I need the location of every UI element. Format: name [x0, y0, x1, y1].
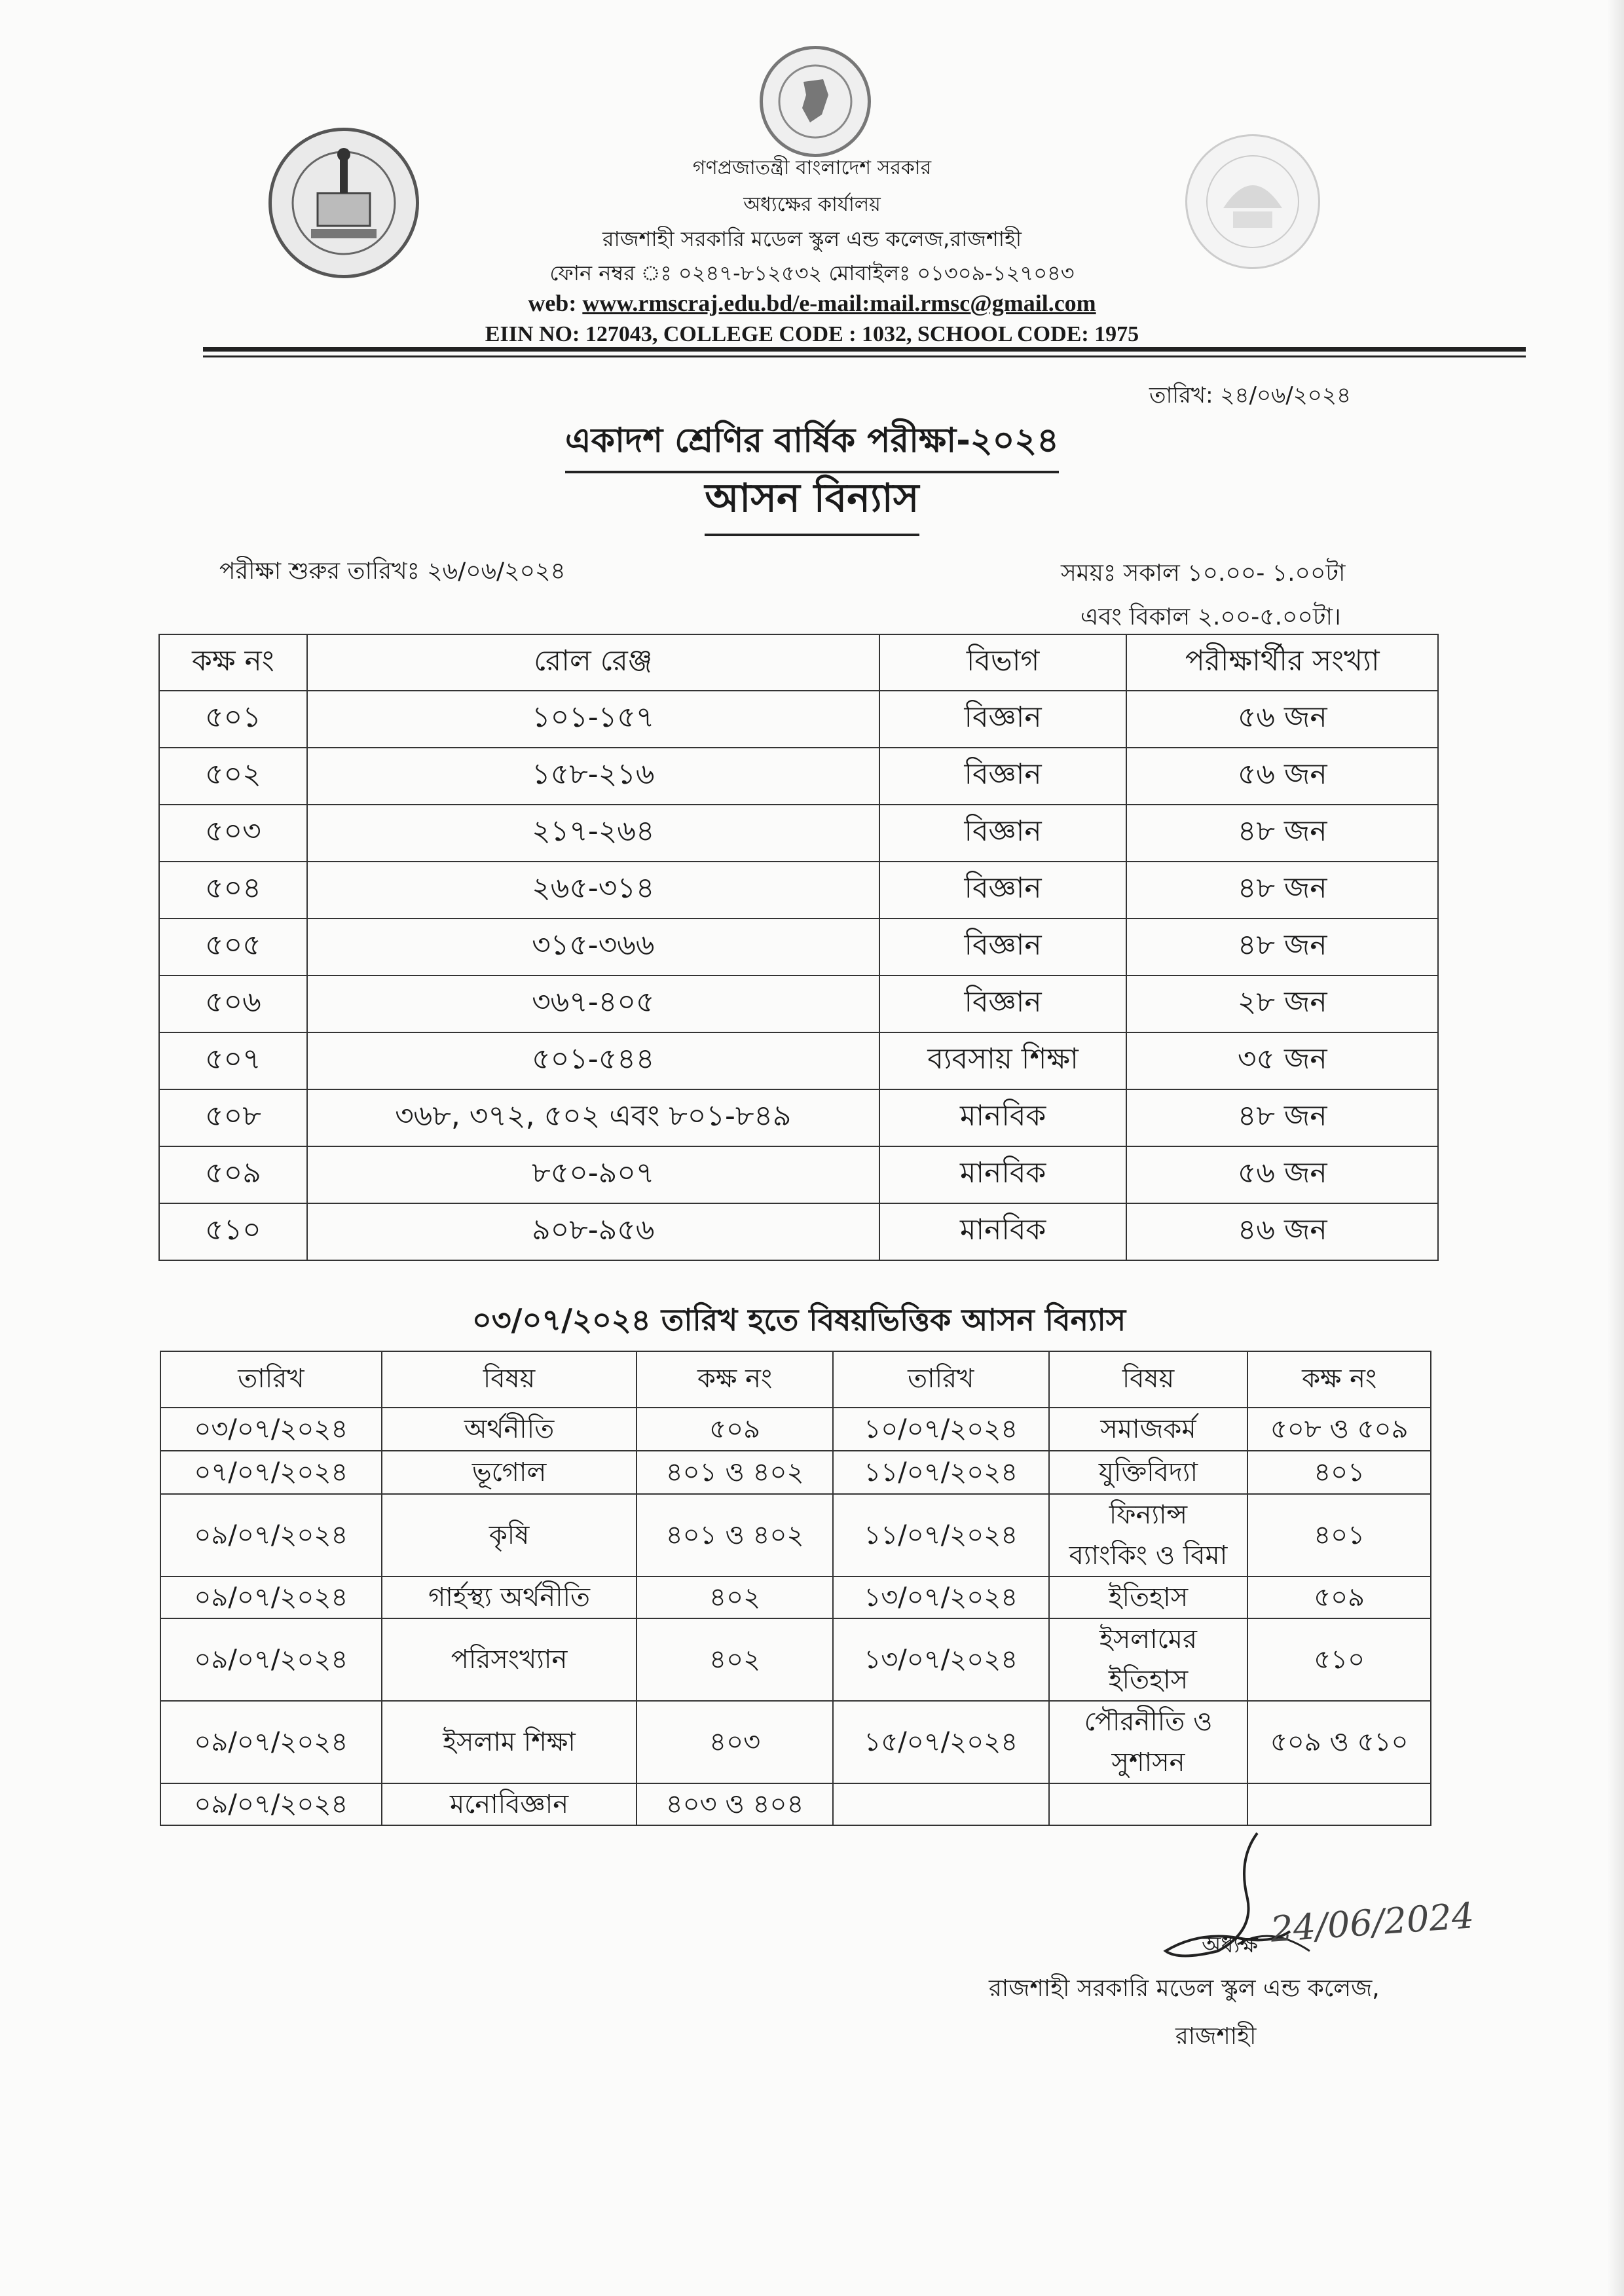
subject-cell: কৃষি: [382, 1494, 637, 1576]
department-cell: ব্যবসায় শিক্ষা: [879, 1032, 1127, 1089]
date-cell: ১১/০৭/২০২৪: [833, 1494, 1049, 1576]
room-cell: ৫১০: [1247, 1618, 1431, 1701]
header-room: কক্ষ নং: [159, 634, 307, 691]
seat-plan-row: [159, 1089, 1438, 1146]
exam-time-afternoon: এবং বিকাল ২.০০-৫.০০টা।: [1080, 604, 1341, 630]
room-cell: ৪০১ ও ৪০২: [637, 1494, 833, 1576]
room-cell: ৫০২: [159, 748, 307, 805]
seat-plan-row: [159, 975, 1438, 1032]
roll-range-cell: ১৫৮-২১৬: [307, 748, 879, 805]
seat-plan-row: [159, 862, 1438, 919]
department-cell: মানবিক: [879, 1089, 1127, 1146]
subject-cell: ইসলামের ইতিহাস: [1049, 1618, 1248, 1701]
seat-plan-row: [159, 1203, 1438, 1260]
web-link[interactable]: www.rmscraj.edu.bd/e-mail:mail.rmsc@gmail.com: [582, 290, 1096, 316]
header-divider-thin: [203, 355, 1526, 357]
room-cell: ৪০২: [637, 1576, 833, 1618]
header-office: অধ্যক্ষের কার্যালয়: [743, 193, 881, 216]
examinee-count-cell: ৪৮ জন: [1126, 862, 1438, 919]
date-cell: ১৩/০৭/২০২৪: [833, 1618, 1049, 1701]
date-cell: ০৯/০৭/২০২৪: [160, 1576, 382, 1618]
subject-row: [160, 1701, 1431, 1783]
examinee-count-cell: ৪৮ জন: [1126, 1089, 1438, 1146]
subject-cell: [1049, 1783, 1248, 1825]
room-cell: ৫১০: [159, 1203, 307, 1260]
date-cell: ১০/০৭/২০২৪: [833, 1408, 1049, 1451]
signature-org-line1: রাজশাহী সরকারি মডেল স্কুল এন্ড কলেজ,: [989, 1975, 1380, 2002]
date-cell: ১১/০৭/২০২৪: [833, 1451, 1049, 1494]
subject-header-row: [160, 1351, 1431, 1408]
examinee-count-cell: ৪৮ জন: [1126, 919, 1438, 975]
signature-org-line2: রাজশাহী: [1175, 2023, 1257, 2050]
subject-section-title: ০৩/০৭/২০২৪ তারিখ হতে বিষয়ভিত্তিক আসন বিন্যাস: [471, 1302, 1126, 1338]
header-subject-1: বিষয়: [382, 1351, 637, 1408]
room-cell: ৫০৯: [1247, 1576, 1431, 1618]
room-cell: ৫০৩: [159, 805, 307, 862]
web-label: web:: [528, 290, 583, 316]
subject-row: [160, 1618, 1431, 1701]
seat-plan-row: [159, 691, 1438, 748]
room-cell: ৫০৮: [159, 1089, 307, 1146]
roll-range-cell: ১০১-১৫৭: [307, 691, 879, 748]
subject-cell: ভূগোল: [382, 1451, 637, 1494]
seat-plan-row: [159, 1146, 1438, 1203]
date-cell: ০৯/০৭/২০২৪: [160, 1618, 382, 1701]
date-cell: ০৭/০৭/২০২৪: [160, 1451, 382, 1494]
header-department: বিভাগ: [879, 634, 1127, 691]
subject-cell: সমাজকর্ম: [1049, 1408, 1248, 1451]
header-codes: EIIN NO: 127043, COLLEGE CODE : 1032, SCHOOL CODE: 1975: [485, 322, 1139, 346]
date-cell: ০৩/০৭/২০২৪: [160, 1408, 382, 1451]
seat-plan-row: [159, 1032, 1438, 1089]
government-seal-icon: [760, 46, 871, 157]
examinee-count-cell: ৪৮ জন: [1126, 805, 1438, 862]
department-cell: মানবিক: [879, 1203, 1127, 1260]
examinee-count-cell: ৪৬ জন: [1126, 1203, 1438, 1260]
examinee-count-cell: ৩৫ জন: [1126, 1032, 1438, 1089]
document-date: তারিখ: ২৪/০৬/২০২৪: [1149, 382, 1352, 409]
subject-row: [160, 1576, 1431, 1618]
header-phone: ফোন নম্বর ঃ ০২৪৭-৮১২৫৩২ মোবাইলঃ ০১৩০৯-১২৭০৪৩: [549, 261, 1075, 285]
exam-time-morning: সময়ঃ সকাল ১০.০০- ১.০০টা: [1061, 560, 1346, 587]
subject-cell: ইতিহাস: [1049, 1576, 1248, 1618]
header-divider: [203, 347, 1526, 352]
header-examinee-count: পরীক্ষার্থীর সংখ্যা: [1126, 634, 1438, 691]
room-cell: ৪০৩ ও ৪০৪: [637, 1783, 833, 1825]
room-cell: ৪০৩: [637, 1701, 833, 1783]
seat-plan-row: [159, 748, 1438, 805]
room-cell: ৫০৯: [159, 1146, 307, 1203]
room-cell: ৫০৮ ও ৫০৯: [1247, 1408, 1431, 1451]
roll-range-cell: ২৬৫-৩১৪: [307, 862, 879, 919]
roll-range-cell: ৯০৮-৯৫৬: [307, 1203, 879, 1260]
header-room-2: কক্ষ নং: [1247, 1351, 1431, 1408]
seat-plan-table: [158, 634, 1439, 1261]
examinee-count-cell: ৫৬ জন: [1126, 691, 1438, 748]
department-cell: মানবিক: [879, 1146, 1127, 1203]
header-date-2: তারিখ: [833, 1351, 1049, 1408]
header-room-1: কক্ষ নং: [637, 1351, 833, 1408]
header-roll-range: রোল রেঞ্জ: [307, 634, 879, 691]
roll-range-cell: ৩৬৮, ৩৭২, ৫০২ এবং ৮০১-৮৪৯: [307, 1089, 879, 1146]
room-cell: ৫০৯ ও ৫১০: [1247, 1701, 1431, 1783]
subject-row: [160, 1408, 1431, 1451]
signature-title: অধ্যক্ষ: [1202, 1932, 1258, 1958]
room-cell: ৪০১: [1247, 1451, 1431, 1494]
room-cell: ৪০১ ও ৪০২: [637, 1451, 833, 1494]
subject-cell: ইসলাম শিক্ষা: [382, 1701, 637, 1783]
header-subject-2: বিষয়: [1049, 1351, 1248, 1408]
date-cell: ১৫/০৭/২০২৪: [833, 1701, 1049, 1783]
roll-range-cell: ২১৭-২৬৪: [307, 805, 879, 862]
department-cell: বিজ্ঞান: [879, 862, 1127, 919]
subject-cell: মনোবিজ্ঞান: [382, 1783, 637, 1825]
signature-date: 24/06/2024: [1269, 1895, 1476, 1950]
subject-cell: অর্থনীতি: [382, 1408, 637, 1451]
header-institution: রাজশাহী সরকারি মডেল স্কুল এন্ড কলেজ,রাজশাহী: [602, 227, 1022, 251]
date-cell: ০৯/০৭/২০২৪: [160, 1783, 382, 1825]
roll-range-cell: ৩১৫-৩৬৬: [307, 919, 879, 975]
date-cell: ০৯/০৭/২০২৪: [160, 1494, 382, 1576]
roll-range-cell: ৮৫০-৯০৭: [307, 1146, 879, 1203]
roll-range-cell: ৩৬৭-৪০৫: [307, 975, 879, 1032]
date-cell: ১৩/০৭/২০২৪: [833, 1576, 1049, 1618]
subject-row: [160, 1451, 1431, 1494]
subject-cell: পরিসংখ্যান: [382, 1618, 637, 1701]
room-cell: ৪০২: [637, 1618, 833, 1701]
seat-plan-row: [159, 919, 1438, 975]
header-web: [0, 289, 1624, 317]
document-subtitle-text: আসন বিন্যাস: [705, 468, 919, 536]
subject-row: [160, 1494, 1431, 1576]
date-cell: ০৯/০৭/২০২৪: [160, 1701, 382, 1783]
room-cell: ৫০৭: [159, 1032, 307, 1089]
room-cell: ৪০১: [1247, 1494, 1431, 1576]
examinee-count-cell: ৫৬ জন: [1126, 748, 1438, 805]
department-cell: বিজ্ঞান: [879, 975, 1127, 1032]
examinee-count-cell: ৫৬ জন: [1126, 1146, 1438, 1203]
document-subtitle: [0, 468, 1624, 536]
scan-edge-shadow: [1607, 0, 1624, 2296]
subject-cell: যুক্তিবিদ্যা: [1049, 1451, 1248, 1494]
subject-row: [160, 1783, 1431, 1825]
header-govt: গণপ্রজাতন্ত্রী বাংলাদেশ সরকার: [692, 156, 932, 179]
room-cell: [1247, 1783, 1431, 1825]
exam-start-date: পরীক্ষা শুরুর তারিখঃ ২৬/০৬/২০২৪: [219, 558, 566, 585]
seat-plan-row: [159, 805, 1438, 862]
examinee-count-cell: ২৮ জন: [1126, 975, 1438, 1032]
room-cell: ৫০৫: [159, 919, 307, 975]
date-cell: [833, 1783, 1049, 1825]
document-title-text: একাদশ শ্রেণির বার্ষিক পরীক্ষা-২০২৪: [565, 414, 1059, 473]
room-cell: ৫০১: [159, 691, 307, 748]
subject-cell: গার্হস্থ্য অর্থনীতি: [382, 1576, 637, 1618]
subject-seat-table: [160, 1351, 1431, 1826]
header-date-1: তারিখ: [160, 1351, 382, 1408]
room-cell: ৫০৬: [159, 975, 307, 1032]
document-title: [0, 414, 1624, 473]
subject-cell: ফিন্যান্স ব্যাংকিং ও বিমা: [1049, 1494, 1248, 1576]
department-cell: বিজ্ঞান: [879, 919, 1127, 975]
roll-range-cell: ৫০১-৫৪৪: [307, 1032, 879, 1089]
room-cell: ৫০৯: [637, 1408, 833, 1451]
subject-cell: পৌরনীতি ও সুশাসন: [1049, 1701, 1248, 1783]
room-cell: ৫০৪: [159, 862, 307, 919]
department-cell: বিজ্ঞান: [879, 748, 1127, 805]
department-cell: বিজ্ঞান: [879, 691, 1127, 748]
department-cell: বিজ্ঞান: [879, 805, 1127, 862]
seat-plan-header-row: [159, 634, 1438, 691]
